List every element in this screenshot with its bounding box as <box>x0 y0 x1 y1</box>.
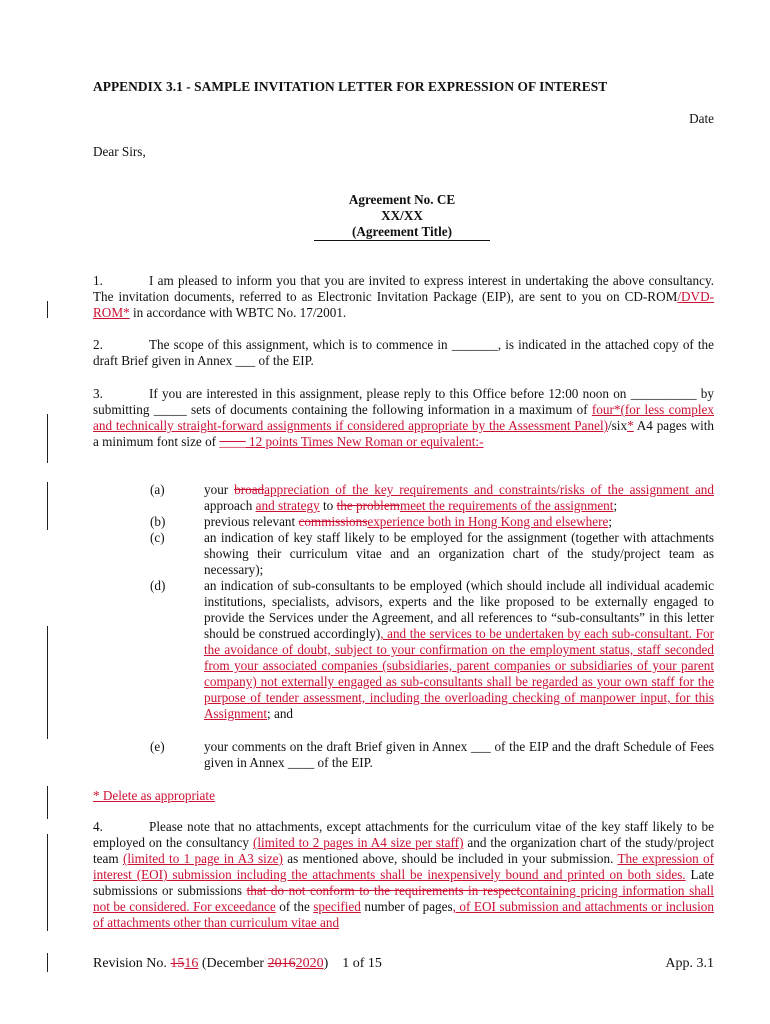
paragraph-number: 1. <box>93 273 103 288</box>
inserted-text: appreciation of the key requirements and constraints/risks of the assignment and <box>264 482 714 497</box>
inserted-text: four*(for less complex and technically straight-forward assignments if considered appropriate by the Assessment Panel) <box>93 402 715 433</box>
item-label: (a) <box>150 482 165 497</box>
item-label: (d) <box>150 578 166 593</box>
item-label: (b) <box>150 514 166 529</box>
paragraph-4: 4. Please note that no attachments, except attachments for the curriculum vitae of the key staff likely to be employed on the consultancy (limited to 2 pages in A4 size per staff) and the organization chart of the study/project team (limited to 1 page in A3 size) as mentioned above, should be included in your submission. The expression of interest (EOI) submission including the attachments shall be inexpensively bound and printed on both sides. Late submissions or submissions that do not conform to the requirements in respectcontaining pricing information shall not be considered. For exceedance of the specified number of pages, of EOI submission and attachments or inclusion of attachments other than curriculum vitae and <box>93 819 714 930</box>
inserted-text: 12 points Times New Roman or equivalent <box>245 434 476 449</box>
list-item: (b) previous relevant commissionsexperience both in Hong Kong and elsewhere; <box>150 514 612 529</box>
agreement-title: (Agreement Title) <box>352 224 452 239</box>
change-bar <box>47 512 48 530</box>
inserted-text: The expression of interest (EOI) submission including the attachments shall be inexpensively bound and printed on both sides. <box>93 851 714 882</box>
change-bar <box>47 301 48 318</box>
deleted-text: broad <box>234 482 265 497</box>
paragraph-3: 3. If you are interested in this assignment, please reply to this Office before 12:00 noon on __________ by submitting _____ sets of documents containing the following information in a maximum of four*(for less complex and technically straight-forward assignments if considered appropriate by the Assessment Panel)/six* A4 pages with a minimum font size of ____ 12 points Times New Roman or equivalent:- <box>93 386 715 449</box>
paragraph-number: 3. <box>93 386 103 401</box>
list-item: (d) an indication of sub-consultants to be employed (which should include all individual academic institutions, specialists, advisors, experts and the like proposed to be externally engaged to provide the Services under the Agreement, and all references to “sub-consultants” in this letter should be construed accordingly), and the services to be undertaken by each sub-consultant. For the avoidance of doubt, subject to your confirmation on the employment status, staff seconded from your associated companies (subsidiaries, parent companies or subsidiaries of your parent company) not externally engaged as sub-consultants shall be regarded as your own staff for the purpose of tender assessment, including the overloading checking of manpower input, for this Assignment; and <box>150 578 714 721</box>
change-bar <box>47 834 48 931</box>
paragraph-number: 2. <box>93 337 103 352</box>
appendix-label: App. 3.1 <box>665 956 714 971</box>
paragraph-2: 2. The scope of this assignment, which is to commence in _______, is indicated in the attached copy of the draft Brief given in Annex ___ of the EIP. <box>93 337 714 368</box>
change-bar <box>47 414 48 463</box>
deleted-text: the problem <box>336 498 400 513</box>
list-item: (e) your comments on the draft Brief given in Annex ___ of the EIP and the draft Schedule of Fees given in Annex ____ of the EIP. <box>150 739 714 770</box>
salutation: Dear Sirs, <box>93 144 146 159</box>
deleted-text: 2016 <box>267 956 296 971</box>
agreement-block <box>314 192 490 241</box>
inserted-text: , of EOI submission and attachments or inclusion of attachments other than curriculum vitae and <box>93 899 714 930</box>
appendix-heading: APPENDIX 3.1 - SAMPLE INVITATION LETTER FOR EXPRESSION OF INTEREST <box>93 79 608 94</box>
inserted-text: , and the services to be undertaken by each sub-consultant. For the avoidance of doubt, subject to your confirmation on the employment status, staff seconded from your associated companies (subsidiaries, parent companies or subsidiaries of your parent company) not externally engaged as sub-consultants shall be regarded as your own staff for the purpose of tender assessment, including the overloading checking of manpower input, for this Assignment <box>204 626 714 721</box>
item-label: (e) <box>150 739 165 754</box>
inserted-text: 16 <box>184 956 199 971</box>
inserted-text: experience both in Hong Kong and elsewhere <box>367 514 609 529</box>
agreement-code: XX/XX <box>381 208 423 223</box>
list-item: (a) your broadappreciation of the key requirements and constraints/risks of the assignment and approach and strategy to the problemmeet the requirements of the assignment; <box>150 482 714 513</box>
inserted-text: /DVD-ROM* <box>93 289 714 320</box>
paragraph-1: 1. I am pleased to inform you that you are invited to express interest in undertaking the above consultancy. The invitation documents, referred to as Electronic Invitation Package (EIP), are sent to you on CD-ROM/DVD-ROM* in accordance with WBTC No. 17/2001. <box>93 273 714 320</box>
change-bar <box>47 786 48 819</box>
inserted-text: * <box>627 418 634 433</box>
deleted-text: that do not conform to the requirements in respect <box>246 883 521 898</box>
paragraph-number: 4. <box>93 819 103 834</box>
change-bar <box>47 626 48 739</box>
inserted-text: meet the requirements of the assignment <box>399 498 614 513</box>
item-label: (c) <box>150 530 165 545</box>
inserted-text: specified <box>313 899 361 914</box>
delete-note: * Delete as appropriate <box>93 788 215 803</box>
deleted-text: 15 <box>170 956 185 971</box>
page-footer: Revision No. 1516 (December 20162020) 1 of 15 App. 3.1 <box>93 956 714 971</box>
inserted-text: containing pricing information shall not be considered. For exceedance <box>93 883 714 914</box>
change-bar <box>47 482 48 515</box>
page-number: 1 of 15 <box>342 956 382 971</box>
agreement-number: Agreement No. CE <box>348 192 456 207</box>
revision-label: Revision No. <box>93 956 171 971</box>
date-line: Date <box>689 111 714 126</box>
inserted-text: 2020 <box>295 956 324 971</box>
deleted-text: ____ <box>219 434 246 449</box>
change-bar <box>47 953 48 972</box>
inserted-text: (limited to 2 pages in A4 size per staff) <box>252 835 464 850</box>
inserted-text: and strategy <box>255 498 320 513</box>
inserted-text: (limited to 1 page in A3 size) <box>122 851 283 866</box>
deleted-text: commissions <box>298 514 368 529</box>
list-item: (c) an indication of key staff likely to be employed for the assignment (together with attachments showing their curriculum vitae and an organization chart of the study/project team as necessary); <box>150 530 714 577</box>
